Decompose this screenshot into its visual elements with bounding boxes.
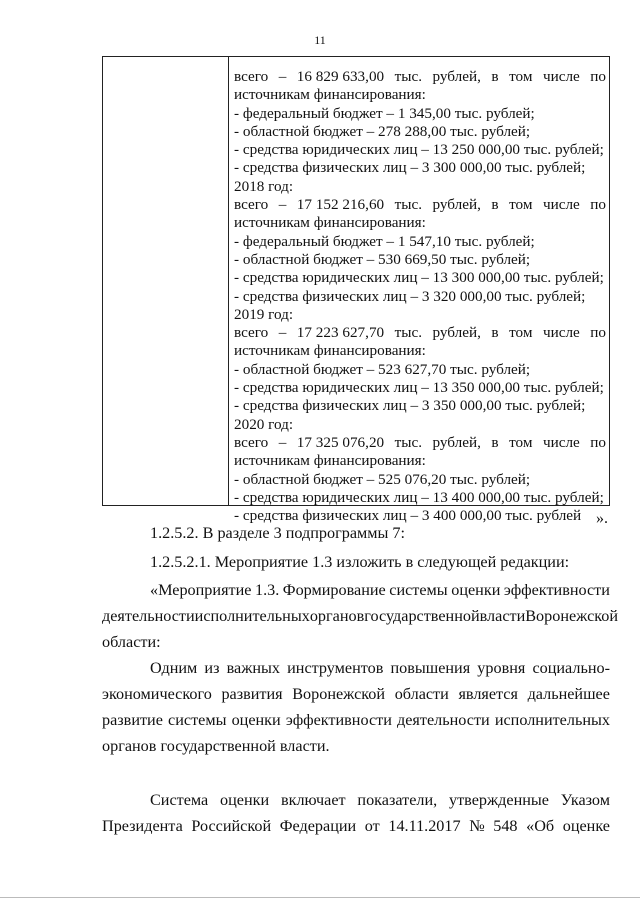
table-word: том [509, 196, 533, 214]
table-line [234, 196, 606, 214]
table-word: тыс. [394, 68, 423, 85]
paragraph-word: оценки [231, 711, 281, 729]
table-line: - средства физических лиц – 3 350 000,00 тыс. рублей; [234, 397, 586, 415]
paragraph-word: экономического [102, 685, 212, 703]
table-word: по [590, 196, 606, 214]
paragraph-word: «Мероприятие [150, 581, 252, 599]
paragraph-word: дальнейшее [527, 685, 610, 703]
table-right-cell [234, 68, 606, 525]
table-word: в [491, 324, 499, 342]
paragraph-word: системы [168, 711, 227, 729]
paragraph-word: 14.11.2017 [388, 817, 461, 835]
table-line: - средства юридических лиц – 13 300 000,00 тыс. рублей; [234, 269, 604, 287]
paragraph-word: органов государственной власти. [102, 737, 330, 755]
paragraph-word: 548 [493, 817, 518, 835]
paragraph-word: инструментов [287, 659, 384, 677]
paragraph-word: эффективности [503, 581, 610, 599]
section-heading-1-2-5-2: 1.2.5.2. В разделе 3 подпрограммы 7: [150, 524, 405, 542]
table-left-cell [103, 57, 229, 505]
table-word: 17 152 216,60 [296, 196, 385, 214]
paragraph-word: из [204, 659, 220, 677]
paragraph-word: системы [389, 581, 448, 599]
table-word: том [509, 68, 533, 85]
paragraph-word: является [458, 685, 518, 703]
table-word: в [491, 433, 499, 451]
paragraph-word: органов [309, 607, 365, 625]
paragraph-word: власти [479, 607, 526, 625]
paragraph-word: уровня [477, 659, 526, 677]
paragraph-word: Федерации [279, 817, 357, 835]
paragraph-word: Воронежской [525, 607, 619, 625]
table-word: в [491, 68, 499, 85]
paragraph-word: Формирование [282, 581, 386, 599]
table-word: тыс. [394, 433, 423, 451]
table-line: - областной бюджет – 530 669,50 тыс. рублей; [234, 250, 531, 268]
paragraph-line [102, 577, 610, 603]
table-word: всего [234, 324, 269, 342]
paragraph-word: № [469, 817, 485, 835]
table-word: – [278, 324, 287, 342]
paragraph-word: деятельности [397, 711, 490, 729]
table-line: источникам финансирования: [234, 342, 426, 360]
table-line: источникам финансирования: [234, 86, 426, 104]
paragraph-word: Российской [191, 817, 272, 835]
table-line: - средства юридических лиц – 13 350 000,00 тыс. рублей; [234, 379, 604, 397]
funding-table [102, 56, 610, 525]
paragraph-word: области: [102, 633, 161, 651]
table-line: 2018 год: [234, 177, 294, 195]
paragraph-line [102, 681, 610, 707]
paragraph-word: развитие [102, 711, 163, 729]
paragraph-line [102, 707, 610, 733]
bottom-rule [0, 897, 640, 898]
paragraph-word: развития [221, 685, 283, 703]
paragraph-word: включает [280, 791, 346, 809]
table-word: – [278, 433, 287, 451]
table-line [234, 434, 606, 452]
table-line: - средства юридических лиц – 13 400 000,00 тыс. рублей; [234, 488, 604, 506]
table-line: - средства физических лиц – 3 320 000,00 тыс. рублей; [234, 287, 586, 305]
paragraph-word: исполнительных [494, 711, 610, 729]
table-word: по [590, 433, 606, 451]
paragraph-word: оценки [451, 581, 501, 599]
paragraph-word: 1.3. [254, 581, 280, 599]
table-line: - федеральный бюджет – 1 345,00 тыс. рублей; [234, 104, 535, 122]
table-word: рублей, [432, 196, 481, 214]
paragraph-word: утвержденные [449, 791, 549, 809]
page-number: 11 [314, 33, 326, 47]
paragraph-word: исполнительных [194, 607, 310, 625]
paragraph-word: Одним [150, 659, 198, 677]
paragraph-line [102, 813, 610, 839]
paragraph-word: важных [226, 659, 281, 677]
table-word: всего [234, 68, 269, 85]
table-word: – [278, 68, 287, 85]
table-line [234, 68, 606, 86]
paragraph-line [102, 603, 619, 629]
table-word: рублей, [432, 68, 481, 85]
table-line: источникам финансирования: [234, 214, 426, 232]
paragraph-word: социально- [532, 659, 610, 677]
table-line: - средства физических лиц – 3 300 000,00 тыс. рублей; [234, 159, 586, 177]
paragraph-system [102, 787, 610, 839]
table-word: всего [234, 433, 269, 451]
table-word: всего [234, 196, 269, 214]
table-line: источникам финансирования: [234, 452, 426, 470]
table-word: 16 829 633,00 [296, 68, 385, 85]
table-word: тыс. [394, 324, 423, 342]
paragraph-line [102, 629, 610, 655]
paragraph-word: Система [150, 791, 209, 809]
table-line: - средства физических лиц – 3 400 000,00 тыс. рублей [234, 507, 582, 525]
table-word: тыс. [394, 196, 423, 214]
paragraph-word: повышения [390, 659, 471, 677]
table-line: - областной бюджет – 278 288,00 тыс. рублей; [234, 122, 531, 140]
paragraph-line [102, 787, 610, 813]
paragraph-word: показатели, [357, 791, 438, 809]
table-word: по [590, 324, 606, 342]
table-word: – [278, 196, 287, 214]
paragraph-line [102, 733, 610, 759]
table-word: том [509, 433, 533, 451]
paragraph-word: Президента [102, 817, 183, 835]
paragraph-word: эффективности [285, 711, 392, 729]
table-word: числе [542, 324, 580, 342]
table-line: 2020 год: [234, 415, 294, 433]
paragraph-word: от [364, 817, 380, 835]
table-line: - областной бюджет – 525 076,20 тыс. рублей; [234, 470, 531, 488]
table-word: рублей, [432, 433, 481, 451]
table-line: - средства юридических лиц – 13 250 000,00 тыс. рублей; [234, 141, 604, 159]
paragraph-word: области [394, 685, 449, 703]
paragraph-word: Воронежской [292, 685, 386, 703]
paragraph-word: государственной [364, 607, 480, 625]
table-word: рублей, [432, 324, 481, 342]
paragraph-word: Указом [560, 791, 610, 809]
section-heading-1-2-5-2-1: 1.2.5.2.1. Мероприятие 1.3 изложить в следующей редакции: [150, 553, 570, 571]
paragraph-instruments [102, 655, 610, 759]
table-word: том [509, 324, 533, 342]
table-line: 2019 год: [234, 305, 294, 323]
table-word: числе [542, 68, 580, 85]
table-word: по [590, 68, 606, 85]
table-line [234, 324, 606, 342]
paragraph-word: «Об [526, 817, 555, 835]
paragraph-line [102, 655, 610, 681]
paragraph-word: оценке [562, 817, 610, 835]
closing-quote: ». [596, 510, 608, 527]
paragraph-word: оценки [220, 791, 270, 809]
table-word: в [491, 196, 499, 214]
table-line: - областной бюджет – 523 627,70 тыс. рублей; [234, 360, 531, 378]
table-word: числе [542, 196, 580, 214]
table-word: 17 223 627,70 [296, 324, 385, 342]
paragraph-measure [102, 577, 619, 655]
table-line: - федеральный бюджет – 1 547,10 тыс. рублей; [234, 232, 535, 250]
table-word: 17 325 076,20 [296, 433, 385, 451]
paragraph-word: деятельности [102, 607, 195, 625]
table-word: числе [542, 433, 580, 451]
